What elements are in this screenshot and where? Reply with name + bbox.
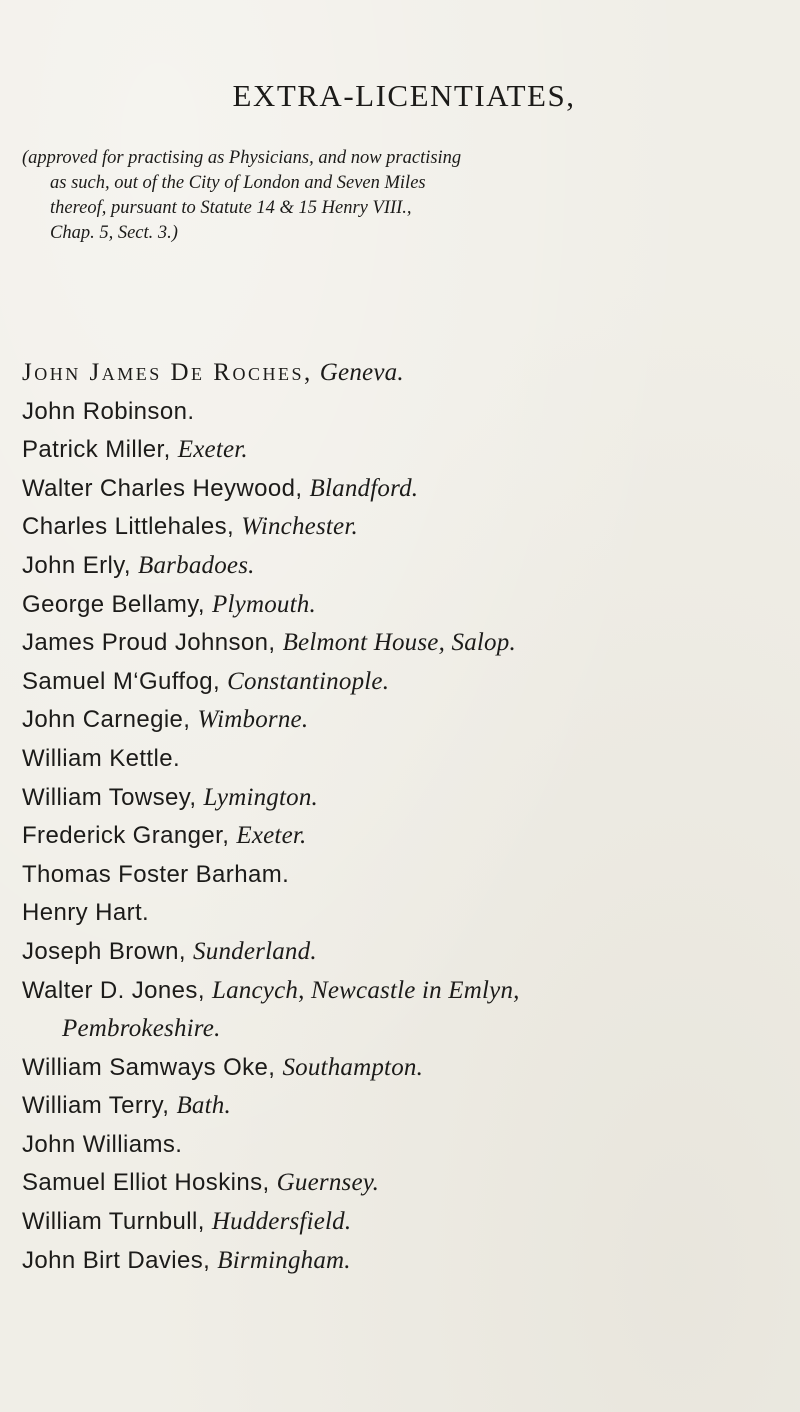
list-item — [22, 817, 782, 856]
subtitle-line: as such, out of the City of London and Seven Miles — [50, 173, 426, 193]
licentiate-list — [22, 354, 782, 1280]
list-item — [22, 1203, 782, 1242]
entry-name: William Turnbull, — [22, 1208, 205, 1236]
page-heading: EXTRA-LICENTIATES, — [232, 78, 576, 113]
list-item — [22, 701, 782, 740]
entry-place: Barbadoes. — [138, 551, 255, 579]
entry-name: John Williams. — [22, 1130, 183, 1158]
entry-name: John James De Roches, — [22, 359, 313, 386]
list-item — [22, 779, 782, 818]
entry-place: Geneva. — [319, 359, 404, 386]
entry-place: Plymouth. — [212, 590, 316, 618]
list-item — [22, 586, 782, 625]
entry-place: Blandford. — [309, 474, 419, 502]
entry-place: Guernsey. — [276, 1169, 380, 1197]
entry-place: Southampton. — [282, 1053, 424, 1081]
subtitle-note — [22, 146, 722, 246]
list-item — [22, 1126, 782, 1165]
entry-place: Lancych, Newcastle in Emlyn, — [211, 976, 520, 1004]
entry-name: Walter Charles Heywood, — [22, 474, 303, 502]
subtitle-line: (approved for practising as Physicians, and now practising — [22, 148, 462, 168]
entry-name: Patrick Miller, — [22, 436, 171, 464]
list-item — [22, 856, 782, 895]
entry-place: Belmont House, Salop. — [282, 629, 516, 657]
list-item — [22, 972, 782, 1049]
subtitle-line: Chap. 5, Sect. 3.) — [50, 223, 178, 243]
entry-place-continued: Pembrokeshire. — [62, 1015, 221, 1043]
entry-name: John Erly, — [22, 551, 131, 579]
list-item — [22, 740, 782, 779]
entry-name: George Bellamy, — [22, 590, 205, 618]
entry-name: Henry Hart. — [22, 899, 150, 927]
list-item — [22, 393, 782, 432]
list-item — [22, 1049, 782, 1088]
entry-name: John Birt Davies, — [22, 1246, 211, 1274]
entry-place: Wimborne. — [197, 706, 309, 734]
list-item — [22, 1164, 782, 1203]
list-item — [22, 933, 782, 972]
entry-place: Birmingham. — [217, 1246, 351, 1274]
entry-name: John Carnegie, — [22, 706, 191, 734]
subtitle-line: thereof, pursuant to Statute 14 & 15 Henry VIII., — [50, 198, 412, 218]
entry-place: Exeter. — [236, 822, 307, 850]
entry-name: William Kettle. — [22, 744, 181, 772]
list-item — [22, 663, 782, 702]
list-item — [22, 431, 782, 470]
entry-name: Walter D. Jones, — [22, 976, 205, 1004]
list-item — [22, 1087, 782, 1126]
list-item — [22, 624, 782, 663]
list-item — [22, 547, 782, 586]
entry-name: Joseph Brown, — [22, 937, 186, 965]
entry-name: William Samways Oke, — [22, 1053, 276, 1081]
list-item — [22, 894, 782, 933]
entry-name: Samuel M‘Guffog, — [22, 667, 221, 695]
list-item — [22, 508, 782, 547]
entry-place: Exeter. — [177, 436, 248, 464]
entry-name: Frederick Granger, — [22, 822, 230, 850]
list-item — [22, 470, 782, 509]
entry-name: Charles Littlehales, — [22, 513, 235, 541]
entry-place: Lymington. — [203, 783, 318, 811]
entry-name: William Towsey, — [22, 783, 197, 811]
entry-name: John Robinson. — [22, 397, 195, 425]
entry-place: Huddersfield. — [211, 1208, 352, 1236]
entry-name: James Proud Johnson, — [22, 629, 276, 657]
entry-name: Samuel Elliot Hoskins, — [22, 1169, 270, 1197]
entry-place: Sunderland. — [193, 937, 317, 965]
entry-place: Winchester. — [241, 513, 358, 541]
entry-place: Constantinople. — [227, 667, 390, 695]
entry-name: William Terry, — [22, 1092, 170, 1120]
list-item — [22, 1242, 782, 1281]
entry-name: Thomas Foster Barham. — [22, 860, 290, 888]
list-item — [22, 354, 782, 393]
entry-place: Bath. — [176, 1092, 231, 1120]
